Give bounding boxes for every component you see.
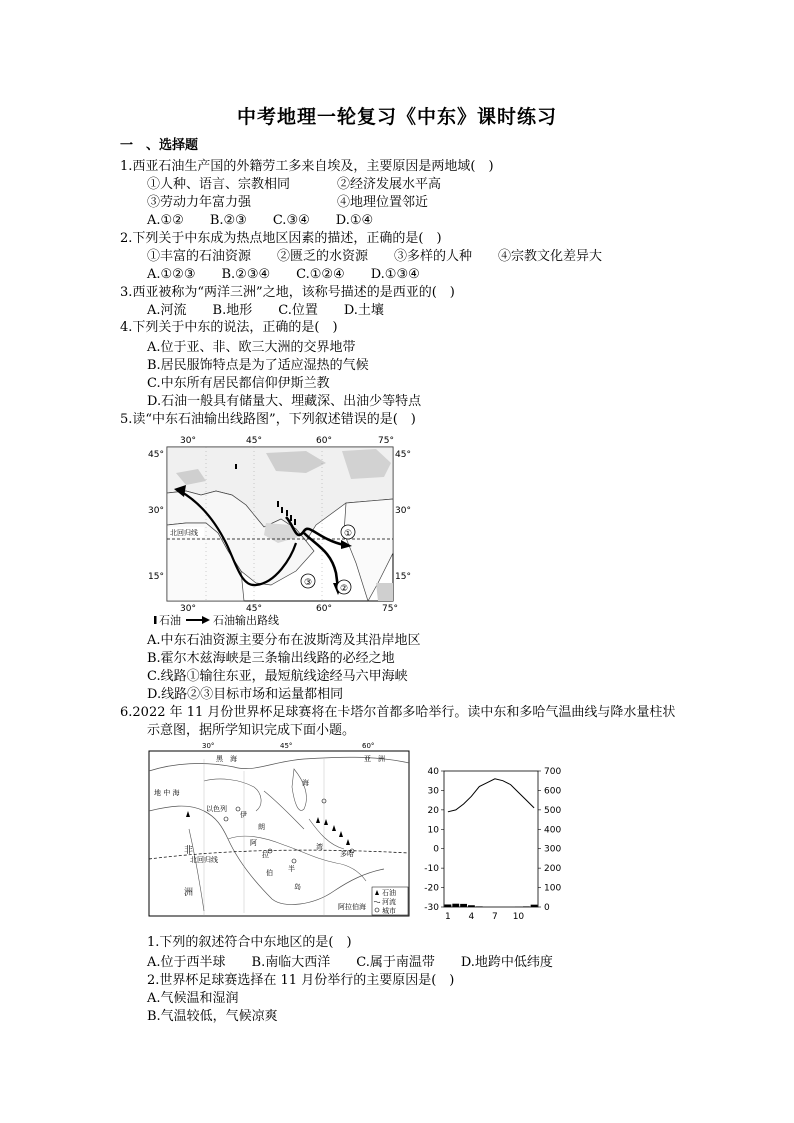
q6-sub2-stem: 2.世界杯足球赛选择在 11 月份举行的主要原因是( ) xyxy=(147,973,455,988)
precip-tick-label: 400 xyxy=(544,825,562,836)
q1-option-3: ③劳动力年富力强 xyxy=(147,195,252,210)
oil-export-route-map xyxy=(146,433,411,628)
label-africa-2: 洲 xyxy=(184,888,194,898)
q5-choice-a: A.中东石油资源主要分布在波斯湾及其沿岸地区 xyxy=(147,633,421,648)
q2-choices: A.①②③ B.②③④ C.①②④ D.①③④ xyxy=(147,267,420,282)
map2-lon-45: 45° xyxy=(280,742,293,750)
label-israel: 以色列 xyxy=(206,805,227,813)
label-gulf: 湾 xyxy=(316,843,323,851)
label-arabia-1: 阿 xyxy=(250,839,257,847)
q4-choice-b: B.居民服饰特点是为了适应湿热的气候 xyxy=(147,358,369,373)
middle-east-map xyxy=(144,741,414,919)
precip-bar xyxy=(523,906,530,907)
precip-tick-label: 600 xyxy=(544,786,562,797)
temp-tick-label: -20 xyxy=(424,883,439,894)
lon-top-75: 75° xyxy=(378,436,394,446)
label-doha: 多哈 xyxy=(340,850,354,858)
label-iran-2: 朗 xyxy=(258,823,265,831)
q5-choice-d: D.线路②③目标市场和运量都相同 xyxy=(147,687,344,702)
temp-tick-label: -10 xyxy=(424,864,439,875)
precip-tick-label: 0 xyxy=(544,903,550,913)
q2-stem: 2.下列关于中东成为热点地区因素的描述，正确的是( ) xyxy=(120,231,442,246)
q3-stem: 3.西亚被称为“两洋三洲”之地，该称号描述的是西亚的( ) xyxy=(120,285,455,300)
lat-right-15: 15° xyxy=(395,572,411,582)
legend-city: 城市 xyxy=(382,907,396,915)
q5-choice-b: B.霍尔木兹海峡是三条输出线路的必经之地 xyxy=(147,651,395,666)
page-title: 中考地理一轮复习《中东》课时练习 xyxy=(236,106,557,128)
map2-lon-30: 30° xyxy=(202,742,215,750)
month-tick-label: 7 xyxy=(492,912,498,921)
lon-bottom-60: 60° xyxy=(316,604,332,614)
map2-lon-60: 60° xyxy=(362,742,375,750)
month-tick-label: 10 xyxy=(512,912,525,921)
route-legend-label: 石油输出路线 xyxy=(213,614,279,627)
temp-tick-label: -30 xyxy=(424,903,439,913)
route-label-3: ③ xyxy=(303,578,313,588)
month-tick-label: 4 xyxy=(468,912,475,921)
q1-option-4: ④地理位置邻近 xyxy=(337,195,429,210)
route-label-2: ② xyxy=(339,584,349,594)
q1-option-1: ①人种、语言、宗教相同 xyxy=(147,177,291,192)
month-tick-label: 1 xyxy=(445,912,451,921)
q6-sub2-choice-a: A.气候温和湿润 xyxy=(147,991,239,1006)
q5-choice-c: C.线路①输往东亚，最短航线途经马六甲海峡 xyxy=(147,669,408,684)
legend-river: 河流 xyxy=(382,898,396,906)
q6-sub1-choices: A.位于西半球 B.南临大西洋 C.属于南温带 D.地跨中低纬度 xyxy=(147,955,553,970)
temp-tick-label: 20 xyxy=(427,805,439,816)
route-label-1: ① xyxy=(343,529,353,539)
precip-tick-label: 700 xyxy=(544,767,562,777)
label-arabia-5: 岛 xyxy=(294,883,301,891)
lat-right-45: 45° xyxy=(395,450,411,460)
q6-sub1-stem: 1.下列的叙述符合中东地区的是( ) xyxy=(147,935,352,950)
precip-tick-label: 200 xyxy=(544,864,562,875)
temp-tick-label: 10 xyxy=(427,825,439,836)
lat-right-30: 30° xyxy=(395,506,411,516)
q5-stem: 5.读“中东石油输出线路图”，下列叙述错误的是( ) xyxy=(120,412,416,427)
q4-choice-d: D.石油一般具有储量大、埋藏深、出油少等特点 xyxy=(147,394,422,409)
doha-climate-chart xyxy=(414,749,574,921)
lat-left-45: 45° xyxy=(148,450,164,460)
q6-sub2-choice-b: B.气温较低，气候凉爽 xyxy=(147,1009,278,1024)
precip-bar xyxy=(452,904,459,907)
label-black-sea: 黑 海 xyxy=(216,755,237,763)
precip-bar xyxy=(468,905,475,907)
label-arabia-4: 半 xyxy=(288,865,295,873)
precip-tick-label: 500 xyxy=(544,805,562,816)
section-heading: 一 、选择题 xyxy=(120,138,199,153)
q4-stem: 4.下列关于中东的说法，正确的是( ) xyxy=(120,320,338,335)
lon-bottom-30: 30° xyxy=(180,604,196,614)
label-tropic: 北回归线 xyxy=(190,856,218,864)
precip-tick-label: 100 xyxy=(544,883,562,894)
precip-bar xyxy=(531,905,538,907)
lon-top-45: 45° xyxy=(246,436,262,446)
temp-tick-label: 0 xyxy=(433,844,439,855)
q6-stem-line2: 示意图，据所学知识完成下面小题。 xyxy=(147,723,356,738)
lat-left-15: 15° xyxy=(148,572,164,582)
lon-top-60: 60° xyxy=(316,436,332,446)
lat-left-30: 30° xyxy=(148,506,164,516)
precip-bar xyxy=(476,906,483,907)
label-arabian-sea: 阿拉伯海 xyxy=(338,903,366,911)
temp-tick-label: 40 xyxy=(427,767,439,777)
precip-bar xyxy=(460,904,467,907)
oil-legend-icon xyxy=(154,616,157,624)
lon-bottom-45: 45° xyxy=(246,604,262,614)
label-arabia-2: 拉 xyxy=(262,851,269,859)
tropic-label: 北回归线 xyxy=(170,529,198,537)
q1-option-2: ②经济发展水平高 xyxy=(337,177,442,192)
oil-legend-label: 石油 xyxy=(159,614,181,627)
label-asia: 亚 洲 xyxy=(364,755,385,763)
q3-choices: A.河流 B.地形 C.位置 D.土壤 xyxy=(147,303,384,318)
lon-top-30: 30° xyxy=(180,436,196,446)
temp-tick-label: 30 xyxy=(427,786,439,797)
label-arabia-3: 伯 xyxy=(266,869,273,877)
q6-stem-line1: 6.2022 年 11 月份世界杯足球赛将在卡塔尔首都多哈举行。读中东和多哈气温曲线与降水量柱状 xyxy=(120,705,676,720)
q1-choices: A.①② B.②③ C.③④ D.①④ xyxy=(147,213,374,228)
q2-options: ①丰富的石油资源 ②匮乏的水资源 ③多样的人种 ④宗教文化差异大 xyxy=(147,249,603,264)
precip-bar xyxy=(445,904,452,907)
label-caspian: 海 xyxy=(302,779,309,787)
label-africa-1: 非 xyxy=(184,846,194,856)
lon-bottom-75: 75° xyxy=(382,604,398,614)
precip-tick-label: 300 xyxy=(544,844,562,855)
q1-stem: 1.西亚石油生产国的外籍劳工多来自埃及，主要原因是两地域( ) xyxy=(120,159,494,174)
q4-choice-a: A.位于亚、非、欧三大洲的交界地带 xyxy=(147,340,356,355)
label-iran-1: 伊 xyxy=(240,811,247,819)
q4-choice-c: C.中东所有居民都信仰伊斯兰教 xyxy=(147,376,330,391)
legend-oil: 石油 xyxy=(382,889,396,897)
label-mediterranean: 地 中 海 xyxy=(154,789,180,797)
